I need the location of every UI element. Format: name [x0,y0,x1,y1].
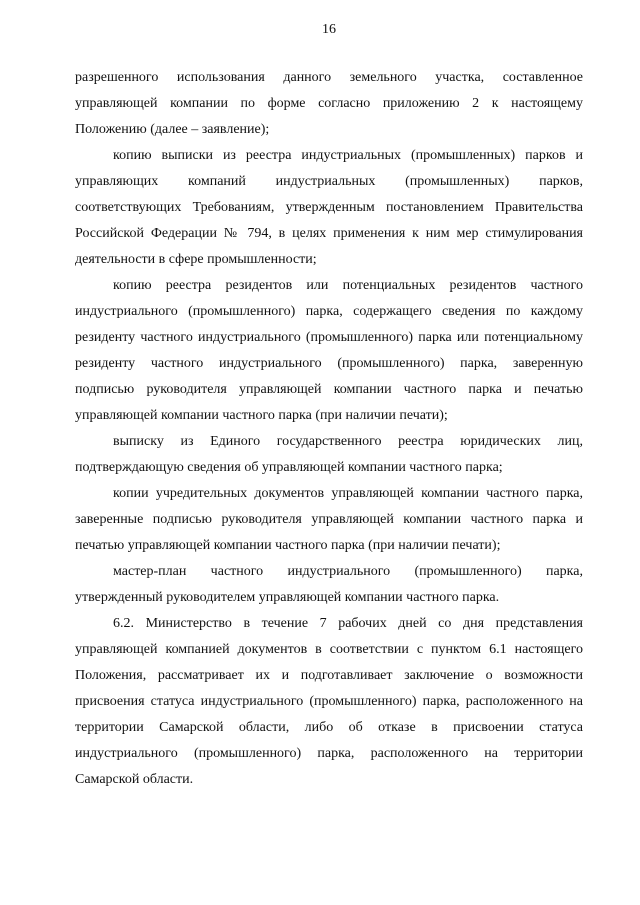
paragraph-founding-documents: копии учредительных документов управляющей компании частного парка, заверенные подписью руководителя управляющей компании частного парка и печатью управляющей компании частного парка (при наличии печати); [75,486,583,553]
paragraph-residents-registry: копию реестра резидентов или потенциальных резидентов частного индустриального (промышленного) парка, содержащего сведения по каждому резиденту частного индустриального (промышленного) парка или потенциальному резиденту частного индустриального (промышленного) парка, заверенную подписью руководителя управляющей компании частного парка и печатью управляющей компании частного парка (при наличии печати); [75,278,583,423]
paragraph-egrul-extract: выписку из Единого государственного реестра юридических лиц, подтверждающую сведения об управляющей компании частного парка; [75,434,583,475]
paragraph-registry-extract: копию выписки из реестра индустриальных (промышленных) парков и управляющих компаний индустриальных (промышленных) парков, соответствующих Требованиям, утвержденным постановлением Правительства Российской Федерации № 794, в целях применения к ним мер стимулирования деятельности в сфере промышленности; [75,148,583,267]
paragraph-continuation: разрешенного использования данного земельного участка, составленное управляющей компании по форме согласно приложению 2 к настоящему Положению (далее – заявление); [75,70,583,137]
paragraph-section-6-2: 6.2. Министерство в течение 7 рабочих дней со дня представления управляющей компанией документов в соответствии с пунктом 6.1 настоящего Положения, рассматривает их и подготавливает заключение о возможности присвоения статуса индустриального (промышленного) парка, расположенного на территории Самарской области, либо об отказе в присвоении статуса индустриального (промышленного) парка, расположенного на территории Самарской области. [75,616,583,787]
paragraph-master-plan: мастер-план частного индустриального (промышленного) парка, утвержденный руководителем управляющей компании частного парка. [75,564,583,605]
page-number: 16 [322,22,336,37]
